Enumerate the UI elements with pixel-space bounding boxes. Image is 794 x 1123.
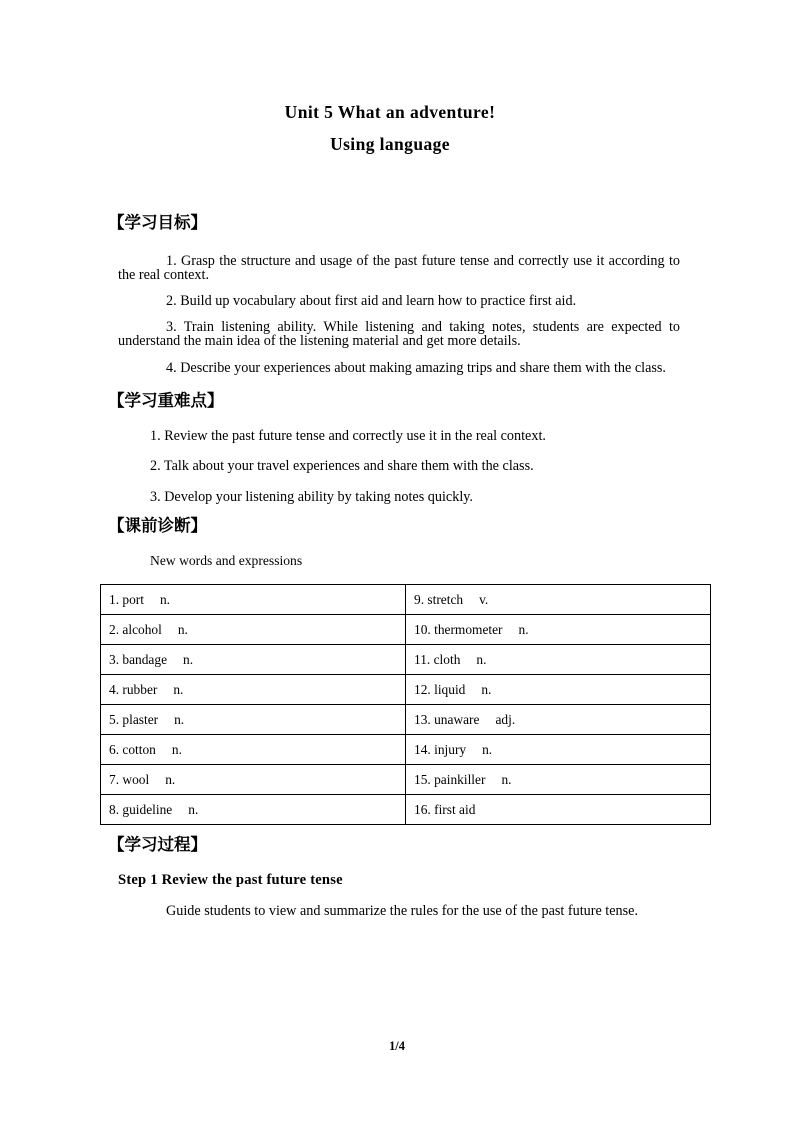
- vocab-pos: n.: [159, 591, 171, 607]
- vocab-pos: n.: [481, 681, 492, 697]
- section-header-diagnostic: 【课前诊断】: [108, 515, 207, 535]
- document-title-line-2: Using language: [330, 133, 450, 154]
- vocab-number: 14.: [414, 741, 431, 757]
- document-title-line-1: Unit 5 What an adventure!: [284, 102, 496, 122]
- vocab-word: cloth: [433, 651, 461, 667]
- vocab-number: 6.: [109, 741, 120, 757]
- vocabulary-table-body: [101, 584, 711, 824]
- vocab-word: alcohol: [122, 621, 162, 637]
- vocab-cell-left: [101, 614, 406, 644]
- vocab-pos: n.: [476, 651, 487, 667]
- vocab-number: 8.: [109, 801, 120, 817]
- vocab-pos: n.: [177, 621, 188, 637]
- vocab-pos: n.: [165, 771, 176, 787]
- vocab-number: 2.: [109, 621, 120, 637]
- table-row: [101, 764, 711, 794]
- vocab-cell-left: [101, 764, 406, 794]
- key-point-item-2: 2. Talk about your travel experiences and share them with the class.: [150, 458, 534, 475]
- vocab-word: bandage: [122, 651, 168, 667]
- vocab-cell-right: [406, 644, 711, 674]
- vocab-pos: n.: [518, 621, 529, 637]
- vocab-number: 15.: [414, 771, 431, 787]
- vocab-cell-left: [101, 584, 406, 614]
- vocab-word: injury: [434, 741, 467, 757]
- vocab-number: 11.: [414, 651, 431, 667]
- vocab-pos: adj.: [495, 711, 516, 727]
- vocab-number: 5.: [109, 711, 120, 727]
- vocab-word: painkiller: [434, 771, 486, 787]
- table-row: [101, 794, 711, 824]
- section-header-objectives: 【学习目标】: [108, 213, 207, 232]
- step-1-heading: Step 1 Review the past future tense: [118, 872, 343, 889]
- document-content: [100, 0, 680, 918]
- vocab-pos: n.: [173, 681, 184, 697]
- table-row: [101, 614, 711, 644]
- vocab-cell-left: [101, 794, 406, 824]
- vocab-cell-right: [406, 764, 711, 794]
- vocab-word: rubber: [122, 681, 158, 697]
- objective-item-4: 4. Describe your experiences about making amazing trips and share them with the class.: [166, 359, 666, 376]
- table-row: [101, 704, 711, 734]
- objective-item-1: 1. Grasp the structure and usage of the past future tense and correctly use it according to the real context.: [118, 252, 680, 283]
- vocab-cell-left: [101, 704, 406, 734]
- vocab-number: 4.: [109, 681, 120, 697]
- vocab-number: 12.: [414, 681, 431, 697]
- vocab-pos: n.: [171, 741, 182, 757]
- vocab-cell-left: [101, 644, 406, 674]
- vocab-pos: n.: [482, 741, 493, 757]
- vocab-cell-right: [406, 674, 711, 704]
- vocab-cell-right: [406, 794, 711, 824]
- vocab-word: stretch: [427, 591, 464, 607]
- vocab-number: 7.: [109, 771, 120, 787]
- vocab-number: 16.: [414, 801, 431, 817]
- vocab-word: cotton: [122, 741, 156, 757]
- section-header-process: 【学习过程】: [108, 834, 207, 854]
- vocab-pos: n.: [174, 711, 185, 727]
- vocab-word: guideline: [122, 801, 173, 817]
- vocab-number: 13.: [414, 711, 431, 727]
- vocab-pos: v.: [479, 591, 489, 607]
- vocab-pos: n.: [183, 651, 194, 667]
- vocab-pos: n.: [501, 771, 512, 787]
- table-row: [101, 674, 711, 704]
- vocab-word: port: [122, 591, 144, 607]
- vocab-cell-right: [406, 614, 711, 644]
- objective-item-2: 2. Build up vocabulary about first aid and learn how to practice first aid.: [166, 292, 577, 309]
- table-row: [101, 644, 711, 674]
- objective-item-3: 3. Train listening ability. While listening and taking notes, students are expected to understand the main idea of the listening material and get more details.: [118, 319, 680, 350]
- vocab-number: 9.: [414, 591, 425, 607]
- vocab-number: 3.: [109, 651, 120, 667]
- vocab-word: wool: [122, 771, 150, 787]
- vocab-word: thermometer: [434, 621, 503, 637]
- page-number-footer: 1/4: [389, 1039, 405, 1053]
- vocab-number: 1.: [109, 591, 120, 607]
- vocab-word: liquid: [434, 681, 466, 697]
- vocabulary-table: [100, 584, 711, 825]
- vocab-word: first aid: [434, 801, 476, 817]
- key-point-item-1: 1. Review the past future tense and correctly use it in the real context.: [150, 428, 546, 445]
- vocab-cell-right: [406, 734, 711, 764]
- vocab-pos: n.: [188, 801, 199, 817]
- vocab-cell-left: [101, 674, 406, 704]
- section-header-key-points: 【学习重难点】: [108, 390, 224, 410]
- new-words-subtitle: New words and expressions: [150, 553, 303, 569]
- vocab-word: plaster: [122, 711, 159, 727]
- table-row: [101, 734, 711, 764]
- vocab-cell-left: [101, 734, 406, 764]
- table-row: [101, 584, 711, 614]
- key-point-item-3: 3. Develop your listening ability by taking notes quickly.: [150, 488, 473, 505]
- vocab-number: 10.: [414, 621, 431, 637]
- step-1-body: Guide students to view and summarize the rules for the use of the past future tense.: [166, 903, 638, 920]
- vocab-cell-right: [406, 704, 711, 734]
- vocab-word: unaware: [434, 711, 480, 727]
- vocab-cell-right: [406, 584, 711, 614]
